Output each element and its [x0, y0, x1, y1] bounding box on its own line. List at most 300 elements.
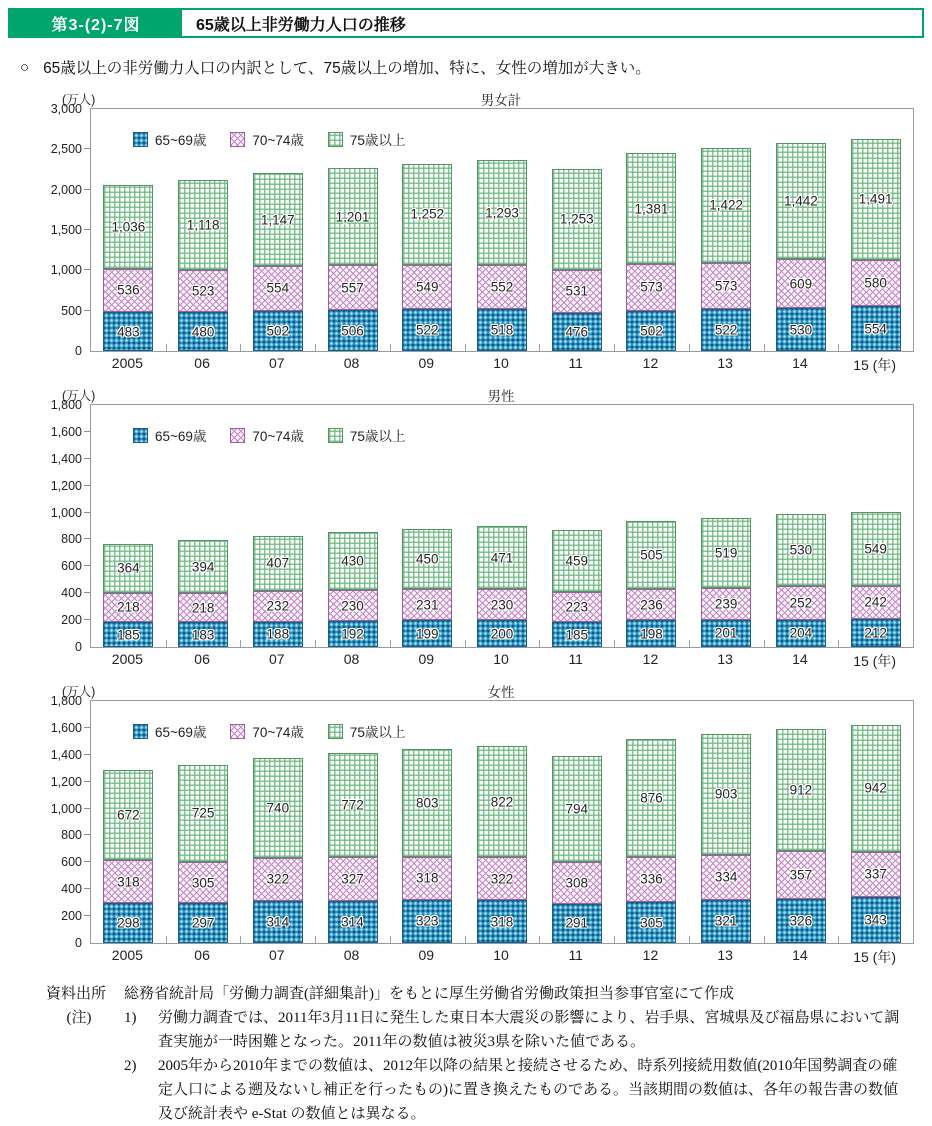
- y-axis: [34, 694, 90, 950]
- bar-segment: [253, 173, 303, 266]
- bar-value-label: 198: [640, 626, 663, 642]
- bar-segment: [402, 857, 452, 900]
- bar-segment: [253, 311, 303, 351]
- x-axis-tick: [465, 640, 466, 647]
- x-axis: [90, 648, 912, 670]
- y-axis-tick-label: 800: [61, 532, 82, 547]
- x-axis-tick: [240, 640, 241, 647]
- bar-value-label: 357: [789, 867, 813, 883]
- bar-segment: [701, 148, 751, 263]
- x-axis-category-label: 12: [642, 651, 659, 667]
- y-axis-tick-label: 1,000: [50, 263, 82, 278]
- bar-segment: [477, 900, 527, 943]
- bar-value-label: 327: [341, 871, 364, 887]
- y-axis-tick-label: 1,800: [50, 694, 82, 708]
- bar-value-label: 554: [864, 321, 887, 337]
- bar-segment: [477, 526, 527, 589]
- x-axis-category-label: 06: [194, 947, 210, 963]
- bar-segment: [253, 901, 303, 943]
- bar-value-label: 471: [490, 550, 514, 566]
- bar-segment: [103, 860, 153, 903]
- bar-segment: [851, 852, 901, 897]
- legend-label: 70~74歳: [252, 133, 304, 148]
- legend-label: 70~74歳: [252, 429, 304, 444]
- bar-segment: [402, 620, 452, 647]
- y-axis-tick-label: 1,600: [50, 720, 82, 735]
- figure-number-tab: 第3-(2)-7図: [10, 10, 182, 36]
- bar-segment: [626, 620, 676, 647]
- bar-segment: [402, 164, 452, 265]
- x-axis-tick: [240, 344, 241, 351]
- bar-segment: [103, 544, 153, 593]
- bar-segment: [701, 734, 751, 855]
- bar-value-label: 1,293: [485, 205, 519, 221]
- bar-value-label: 394: [191, 559, 215, 575]
- bar-value-label: 672: [117, 807, 140, 823]
- x-axis-tick: [764, 344, 765, 351]
- legend-label: 75歳以上: [349, 133, 406, 148]
- bar-segment: [701, 620, 751, 647]
- bar-value-label: 549: [416, 279, 439, 295]
- legend-item: [230, 129, 303, 149]
- x-axis-tick: [315, 344, 316, 351]
- bar-segment: [477, 265, 527, 310]
- bar-value-label: 502: [266, 323, 290, 339]
- bar-segment: [701, 263, 751, 309]
- figure-title: 65歳以上非労働力人口の推移: [182, 10, 922, 36]
- x-axis-tick: [838, 344, 839, 351]
- x-axis-tick: [166, 640, 167, 647]
- x-axis-tick: [539, 640, 540, 647]
- x-axis-category-label: 11: [568, 947, 583, 963]
- bar-value-label: 942: [864, 780, 887, 796]
- bar-value-label: 305: [640, 915, 663, 930]
- source-label: 資料出所: [46, 986, 107, 1002]
- bar-segment: [402, 265, 452, 309]
- y-axis: [34, 398, 90, 654]
- y-axis-tick-label: 3,000: [50, 102, 82, 116]
- bar-value-label: 554: [266, 280, 290, 296]
- bar-segment: [776, 851, 826, 899]
- x-axis-category-label: 07: [269, 651, 285, 667]
- bar-value-label: 334: [714, 869, 738, 885]
- bar-segment: [776, 620, 826, 647]
- bar-value-label: 822: [490, 794, 514, 810]
- x-axis-tick: [689, 640, 690, 647]
- bar-segment: [328, 621, 378, 647]
- bar-value-label: 1,442: [784, 193, 818, 209]
- x-axis-category-label: 14: [792, 651, 808, 667]
- y-axis-tick-label: 2,500: [50, 142, 82, 157]
- y-axis-tick-label: 1,600: [50, 424, 82, 439]
- bar-value-label: 876: [640, 790, 663, 806]
- bar-value-label: 326: [789, 913, 813, 929]
- bar-value-label: 321: [714, 913, 738, 929]
- bar-value-label: 580: [864, 275, 887, 291]
- bar-value-label: 1,491: [858, 191, 893, 207]
- bar-segment: [402, 589, 452, 620]
- bar-segment: [178, 862, 228, 903]
- bar-value-label: 725: [191, 805, 215, 821]
- x-axis-category-label: 12: [642, 947, 659, 963]
- bar-value-label: 483: [117, 324, 140, 340]
- bar-segment: [328, 532, 378, 590]
- y-axis-tick-label: 800: [61, 828, 82, 843]
- note-2: 2) 2005年から2010年までの数値は、2012年以降の結果と接続させるため、時系列接続用数値(2010年国勢調査の確定人口による遡及ないし補正を行ったもの)に置き換えたものである。当該期間の数値は、各年の報告書の数値及び統計表や e-Stat の数値とは異なる。: [124, 1058, 899, 1122]
- pink-pattern-swatch-icon: [230, 724, 245, 739]
- bar-segment: [477, 589, 527, 620]
- y-axis-tick-label: 1,000: [50, 505, 82, 520]
- pink-pattern-swatch-icon: [230, 132, 245, 147]
- bar-segment: [626, 902, 676, 943]
- bar-value-label: 252: [789, 595, 813, 611]
- green-pattern-swatch-icon: [328, 132, 343, 147]
- x-axis-tick: [689, 936, 690, 943]
- bar-value-label: 794: [565, 801, 588, 817]
- chart-title: 男女計: [480, 93, 522, 108]
- bar-value-label: 239: [714, 596, 738, 612]
- bar-value-label: 192: [341, 626, 364, 642]
- bar-segment: [626, 739, 676, 857]
- legend-label: 75歳以上: [349, 725, 406, 740]
- x-axis-tick: [390, 640, 391, 647]
- bar-value-label: 298: [117, 915, 140, 931]
- bar-segment: [328, 590, 378, 621]
- x-axis-tick: [614, 344, 615, 351]
- bar-segment: [103, 269, 153, 312]
- legend-item: [328, 129, 406, 149]
- bar-segment: [552, 530, 602, 592]
- bar-segment: [178, 270, 228, 312]
- bar-value-label: 314: [266, 914, 290, 930]
- bar-segment: [851, 725, 901, 852]
- bar-value-label: 740: [266, 800, 290, 816]
- bar-segment: [477, 746, 527, 857]
- bar-segment: [701, 855, 751, 900]
- bar-segment: [402, 900, 452, 943]
- bar-value-label: 522: [714, 322, 738, 338]
- x-axis-tick: [838, 936, 839, 943]
- x-axis-category-label: 13: [717, 651, 733, 667]
- chart-title: 女性: [487, 685, 515, 700]
- x-axis-category-label: 07: [269, 355, 285, 371]
- x-axis-category-label: 2005: [111, 947, 143, 963]
- legend-label: 75歳以上: [349, 429, 406, 444]
- bar-segment: [253, 622, 303, 647]
- bar-segment: [626, 857, 676, 902]
- bar-value-label: 557: [341, 280, 364, 296]
- y-axis-tick-label: 1,400: [50, 451, 82, 466]
- legend-label: 70~74歳: [252, 725, 304, 740]
- bar-value-label: 518: [490, 322, 514, 338]
- bar-value-label: 1,422: [709, 197, 744, 213]
- bar-value-label: 459: [565, 553, 588, 569]
- x-axis-category-label: 12: [642, 355, 659, 371]
- legend: [133, 721, 405, 741]
- x-axis-category-label: 2005: [111, 355, 143, 371]
- legend-item: [328, 721, 406, 741]
- bar-value-label: 218: [117, 599, 140, 615]
- bar-segment: [552, 622, 602, 647]
- x-axis-tick: [315, 640, 316, 647]
- bar-segment: [253, 536, 303, 591]
- bar-value-label: 1,201: [335, 209, 370, 225]
- bar-value-label: 803: [416, 795, 439, 811]
- note-label: (注): [66, 1010, 92, 1026]
- bar-value-label: 236: [640, 597, 663, 613]
- bar-value-label: 1,147: [260, 212, 295, 228]
- bar-value-label: 912: [789, 782, 813, 798]
- x-axis-category-label: 15 (年): [853, 949, 897, 965]
- bar-segment: [103, 312, 153, 351]
- bar-segment: [402, 749, 452, 857]
- blue-pattern-swatch-icon: [133, 132, 148, 147]
- y-axis-tick-label: 1,200: [50, 774, 82, 789]
- legend-item: [133, 129, 206, 149]
- bar-value-label: 230: [490, 597, 514, 613]
- blue-pattern-swatch-icon: [133, 428, 148, 443]
- bar-value-label: 506: [341, 323, 364, 339]
- bar-segment: [328, 310, 378, 351]
- source-text: 総務省統計局「労働力調査(詳細集計)」をもとに厚生労働省労働政策担当参事官室にて作成: [124, 986, 734, 1002]
- bar-value-label: 573: [640, 279, 663, 295]
- bar-segment: [776, 259, 826, 308]
- y-axis-tick-label: 500: [61, 303, 82, 318]
- x-axis-tick: [465, 936, 466, 943]
- y-axis-tick-label: 2,000: [50, 182, 82, 197]
- bar-value-label: 505: [640, 547, 663, 563]
- bar-segment: [851, 260, 901, 307]
- y-axis-tick-label: 600: [61, 855, 82, 870]
- bar-segment: [851, 619, 901, 648]
- bar-value-label: 314: [341, 914, 364, 930]
- bar-value-label: 480: [191, 324, 215, 340]
- blue-pattern-swatch-icon: [133, 724, 148, 739]
- bar-segment: [253, 758, 303, 857]
- legend-label: 65~69歳: [155, 725, 207, 740]
- y-axis-tick-label: 1,000: [50, 801, 82, 816]
- x-axis: [90, 944, 912, 966]
- source-notes: [46, 982, 906, 1126]
- bar-value-label: 1,252: [410, 206, 445, 222]
- x-axis-tick: [614, 936, 615, 943]
- bar-segment: [851, 897, 901, 943]
- circle-bullet-icon: ○: [20, 58, 30, 76]
- bar-segment: [103, 770, 153, 860]
- bar-segment: [103, 622, 153, 647]
- x-axis-category-label: 11: [568, 355, 583, 371]
- bar-segment: [776, 143, 826, 259]
- bar-segment: [477, 620, 527, 647]
- x-axis-tick: [764, 936, 765, 943]
- bar-value-label: 322: [266, 871, 290, 887]
- x-axis: [90, 352, 912, 374]
- y-axis-tick-label: 1,800: [50, 398, 82, 412]
- chart-male: [34, 384, 924, 670]
- bar-value-label: 530: [789, 542, 813, 558]
- x-axis-category-label: 08: [343, 947, 360, 963]
- x-axis-tick: [614, 640, 615, 647]
- bar-segment: [701, 900, 751, 943]
- note-1: 1) 労働力調査では、2011年3月11日に発生した東日本大震災の影響により、岩手県、宮城県及び福島県において調査実施が一時困難となった。2011年の数値は被災3県を除いた値である。: [124, 1010, 900, 1050]
- x-axis-tick: [390, 936, 391, 943]
- bar-value-label: 1,381: [634, 201, 669, 217]
- x-axis-category-label: 09: [418, 355, 435, 371]
- bar-value-label: 318: [117, 874, 140, 890]
- x-axis-category-label: 10: [493, 651, 509, 667]
- y-axis-tick-label: 400: [61, 882, 82, 897]
- bar-value-label: 204: [789, 625, 813, 641]
- bar-value-label: 903: [714, 786, 738, 802]
- bar-value-label: 552: [490, 279, 514, 295]
- x-axis-category-label: 13: [717, 947, 733, 963]
- bar-value-label: 308: [565, 875, 588, 891]
- bar-segment: [103, 185, 153, 269]
- x-axis-tick: [166, 344, 167, 351]
- plot-area: [90, 404, 914, 648]
- y-axis-tick-label: 200: [61, 909, 82, 924]
- bar-segment: [253, 266, 303, 311]
- bar-segment: [701, 518, 751, 588]
- x-axis-category-label: 06: [194, 355, 210, 371]
- bar-value-label: 1,253: [559, 211, 594, 227]
- green-pattern-swatch-icon: [328, 428, 343, 443]
- x-axis-category-label: 14: [792, 355, 808, 371]
- bar-segment: [626, 589, 676, 621]
- bar-segment: [103, 593, 153, 622]
- bar-segment: [626, 264, 676, 310]
- x-axis-tick: [539, 344, 540, 351]
- bar-segment: [851, 139, 901, 259]
- legend-item: [133, 721, 206, 741]
- bar-segment: [178, 593, 228, 622]
- x-axis-category-label: 07: [269, 947, 285, 963]
- bar-segment: [178, 312, 228, 351]
- legend-item: [230, 425, 303, 445]
- bar-segment: [477, 160, 527, 264]
- bar-segment: [701, 309, 751, 351]
- unit-label: (万人): [62, 389, 96, 403]
- legend-item: [133, 425, 206, 445]
- bar-value-label: 185: [565, 627, 588, 643]
- y-axis-tick-label: 0: [75, 344, 82, 358]
- bar-segment: [552, 313, 602, 351]
- chart-title: 男性: [487, 389, 515, 404]
- bar-segment: [178, 540, 228, 593]
- bar-segment: [328, 901, 378, 943]
- bar-value-label: 322: [490, 871, 514, 887]
- x-axis-tick: [838, 640, 839, 647]
- bar-value-label: 772: [341, 797, 364, 813]
- bar-value-label: 1,036: [111, 219, 146, 235]
- legend: [133, 129, 405, 149]
- chart-total: [34, 88, 924, 374]
- bar-value-label: 230: [341, 598, 364, 614]
- bar-segment: [253, 858, 303, 901]
- bar-value-label: 336: [640, 871, 663, 887]
- chart-female: [34, 680, 924, 966]
- bar-value-label: 430: [341, 553, 364, 569]
- bar-value-label: 188: [266, 626, 290, 642]
- x-axis-category-label: 15 (年): [853, 653, 897, 669]
- bar-segment: [626, 153, 676, 264]
- bar-value-label: 218: [191, 600, 215, 616]
- bar-segment: [552, 862, 602, 903]
- bar-value-label: 407: [266, 555, 290, 571]
- x-axis-tick: [465, 344, 466, 351]
- y-axis-tick-label: 0: [75, 640, 82, 654]
- bar-value-label: 200: [490, 626, 514, 642]
- bar-segment: [253, 591, 303, 622]
- bar-segment: [477, 309, 527, 351]
- bar-segment: [552, 904, 602, 943]
- bar-value-label: 305: [191, 875, 215, 891]
- x-axis-tick: [764, 640, 765, 647]
- unit-label: (万人): [62, 685, 96, 699]
- bar-segment: [776, 899, 826, 943]
- bar-value-label: 291: [565, 915, 588, 931]
- bar-segment: [178, 903, 228, 943]
- bar-value-label: 476: [565, 324, 588, 340]
- bar-value-label: 1,118: [186, 217, 220, 233]
- bar-value-label: 185: [117, 627, 140, 643]
- green-pattern-swatch-icon: [328, 724, 343, 739]
- figure-summary-text: 65歳以上の非労働力人口の内訳として、75歳以上の増加、特に、女性の増加が大きい。: [43, 60, 651, 77]
- bar-segment: [552, 169, 602, 270]
- x-axis-tick: [240, 936, 241, 943]
- bar-segment: [402, 309, 452, 351]
- bar-value-label: 519: [714, 545, 738, 561]
- x-axis-tick: [315, 936, 316, 943]
- x-axis-tick: [689, 344, 690, 351]
- bar-value-label: 297: [191, 915, 215, 931]
- bar-value-label: 318: [416, 870, 439, 886]
- x-axis-tick: [166, 936, 167, 943]
- bar-segment: [851, 306, 901, 351]
- y-axis-tick-label: 1,200: [50, 478, 82, 493]
- bar-segment: [178, 180, 228, 270]
- bar-segment: [552, 270, 602, 313]
- bar-segment: [328, 168, 378, 265]
- bar-segment: [776, 514, 826, 585]
- x-axis-tick: [539, 936, 540, 943]
- bar-segment: [776, 586, 826, 620]
- legend: [133, 425, 405, 445]
- bar-value-label: 223: [565, 599, 588, 615]
- x-axis-category-label: 10: [493, 355, 509, 371]
- bar-value-label: 530: [789, 322, 813, 338]
- y-axis-tick-label: 400: [61, 586, 82, 601]
- bar-value-label: 573: [714, 278, 738, 294]
- y-axis: [34, 102, 90, 358]
- legend-label: 65~69歳: [155, 133, 207, 148]
- bar-segment: [776, 729, 826, 852]
- x-axis-category-label: 14: [792, 947, 808, 963]
- x-axis-category-label: 2005: [111, 651, 143, 667]
- bar-value-label: 212: [864, 625, 887, 641]
- x-axis-category-label: 09: [418, 651, 435, 667]
- bar-segment: [328, 857, 378, 901]
- x-axis-tick: [390, 344, 391, 351]
- bar-value-label: 183: [191, 627, 215, 643]
- x-axis-category-label: 10: [493, 947, 509, 963]
- bar-segment: [328, 265, 378, 310]
- bar-value-label: 522: [416, 322, 439, 338]
- legend-label: 65~69歳: [155, 429, 207, 444]
- y-axis-tick-label: 200: [61, 613, 82, 628]
- x-axis-category-label: 06: [194, 651, 210, 667]
- bar-value-label: 502: [640, 323, 663, 339]
